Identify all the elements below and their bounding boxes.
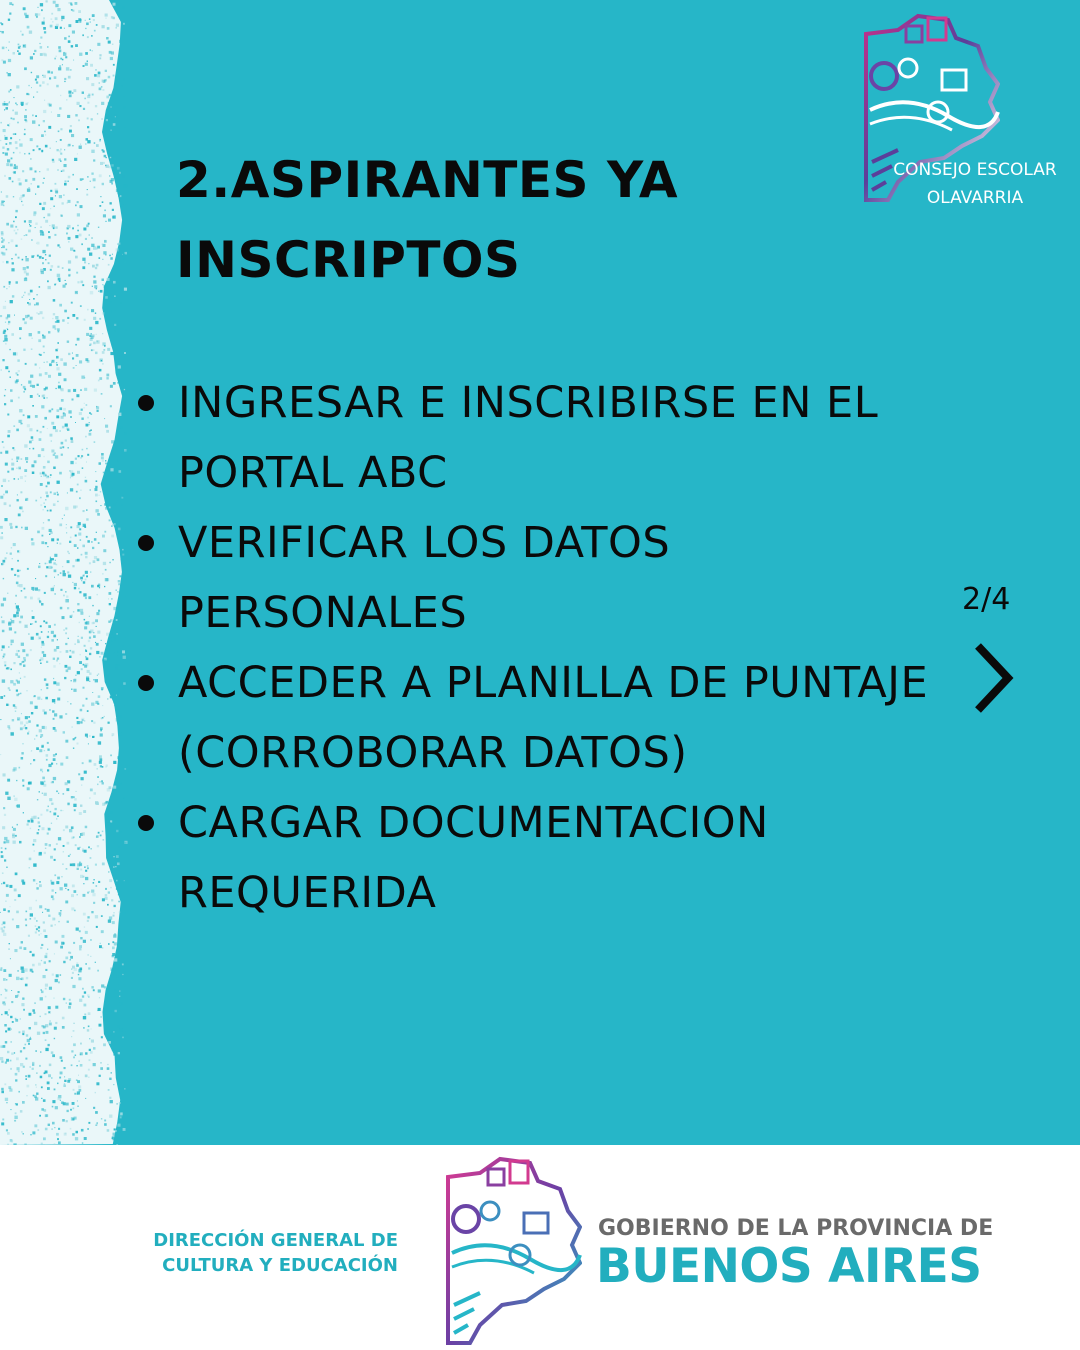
steps-list (178, 368, 958, 928)
dgce-line-1: DIRECCIÓN GENERAL DE (153, 1230, 398, 1251)
list-item: CARGAR DOCUMENTACION REQUERIDA (178, 788, 958, 928)
dgce-line-2: CULTURA Y EDUCACIÓN (162, 1255, 398, 1276)
page-title: 2.ASPIRANTES YA INSCRIPTOS (176, 151, 679, 289)
page-indicator: 2/4 (962, 582, 1011, 617)
gobierno-label: GOBIERNO DE LA PROVINCIA DE (598, 1216, 994, 1241)
badge-line-1: CONSEJO ESCOLAR (893, 160, 1057, 180)
list-item: VERIFICAR LOS DATOS PERSONALES (178, 508, 958, 648)
dgce-label (110, 1228, 398, 1278)
consejo-escolar-badge (880, 156, 1070, 212)
torn-paper-texture (0, 0, 140, 1145)
buenos-aires-label: BUENOS AIRES (596, 1239, 982, 1294)
list-item: INGRESAR E INSCRIBIRSE EN EL PORTAL ABC (178, 368, 958, 508)
province-map-logo-icon (440, 1155, 582, 1345)
chevron-right-icon[interactable] (964, 640, 1024, 716)
list-item: ACCEDER A PLANILLA DE PUNTAJE (CORROBORAR DATOS) (178, 648, 958, 788)
badge-line-2: OLAVARRIA (926, 188, 1024, 208)
